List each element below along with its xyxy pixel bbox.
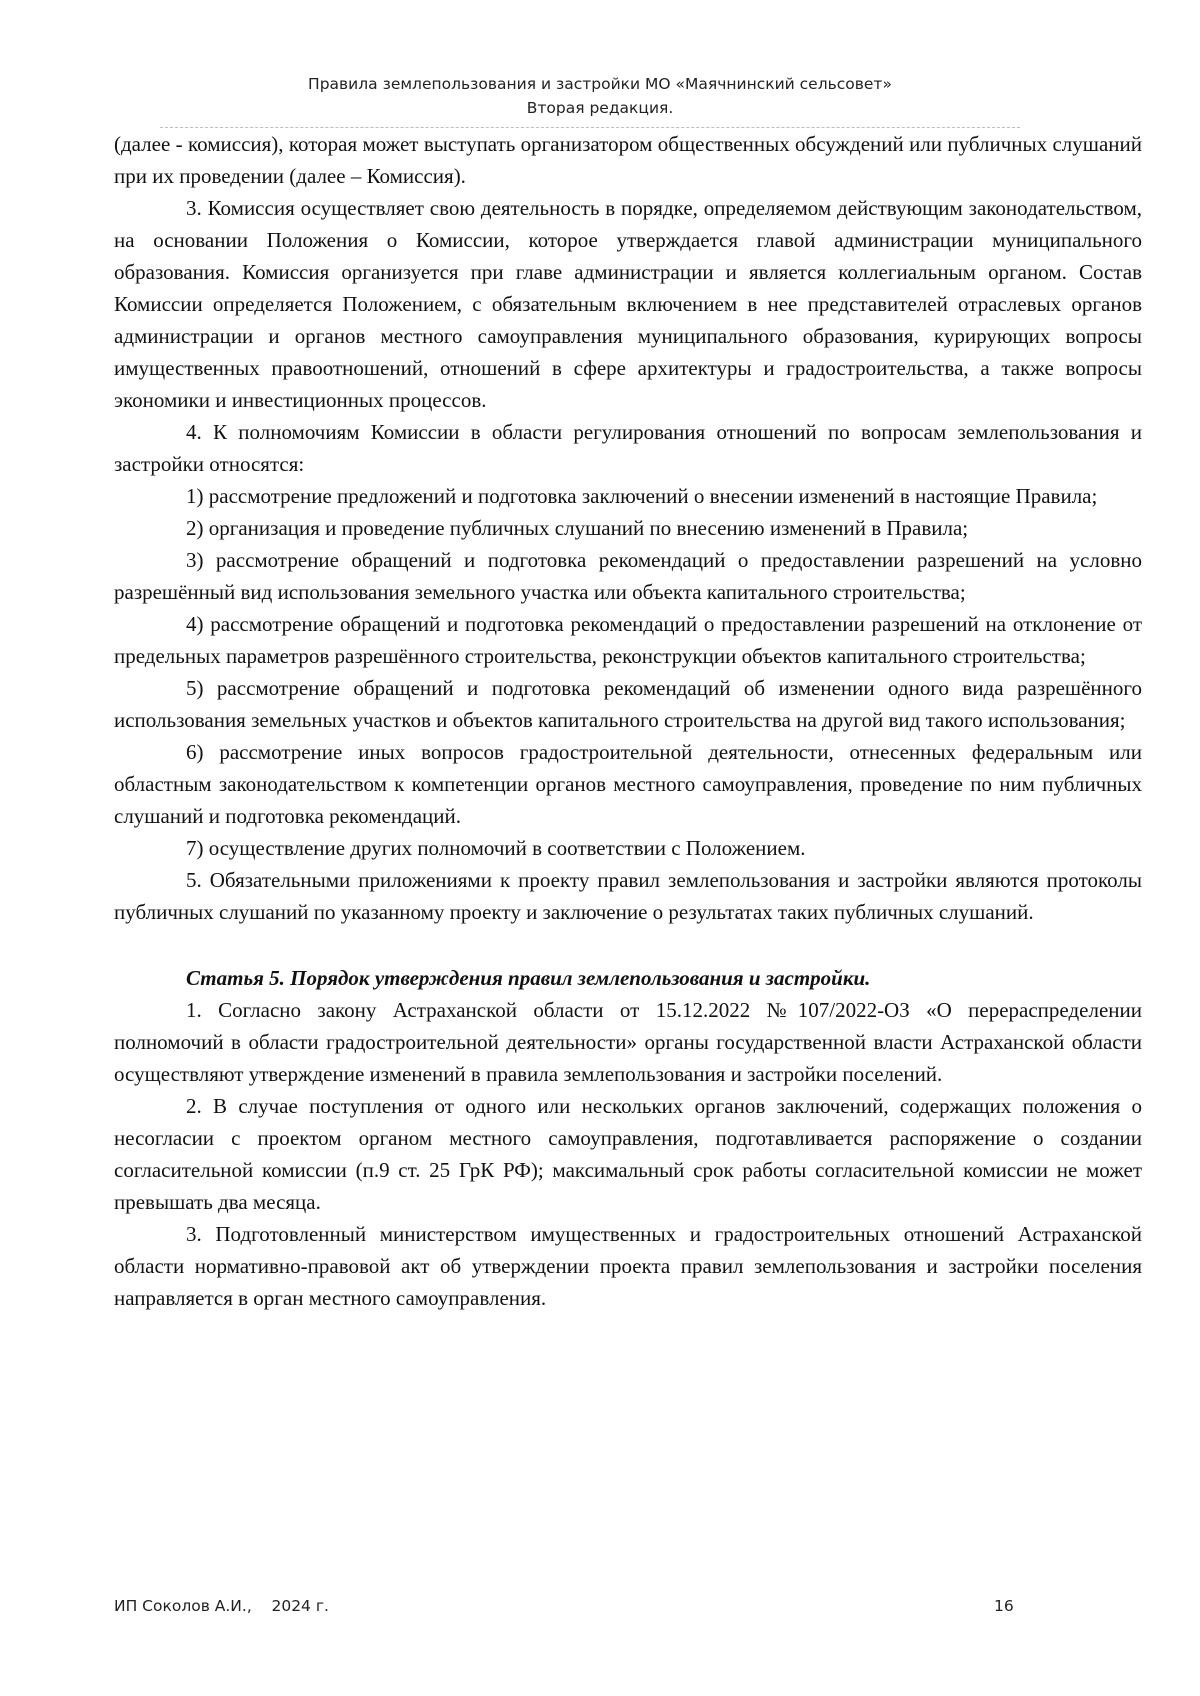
list-item-4: 4) рассмотрение обращений и подготовка рекомендаций о предоставлении разрешений на отклонение от предельных параметров разрешённого строительства, реконструкции объектов капитального строительства; (114, 612, 1142, 668)
paragraph-5-mandatory-annexes: 5. Обязательными приложениями к проекту правил землепользования и застройки являются протоколы публичных слушаний по указанному проекту и заключение о результатах таких публичных слушаний. (114, 868, 1142, 924)
list-item-7: 7) осуществление других полномочий в соответствии с Положением. (186, 836, 806, 860)
article-5-heading: Статья 5. Порядок утверждения правил землепользования и застройки. (186, 966, 871, 990)
article-5-paragraph-1: 1. Согласно закону Астраханской области от 15.12.2022 №107/2022-ОЗ «О перераспределении полномочий в области градостроительной деятельности» органы государственной власти Астраханской области осуществляют утверждение изменений в правила землепользования и застройки поселений. (114, 998, 1142, 1086)
footer-author: ИП Соколов А.И., 2024 г. (114, 1597, 329, 1615)
list-item-1: 1) рассмотрение предложений и подготовка заключений о внесении изменений в настоящие Правила; (186, 484, 1098, 508)
list-item-5: 5) рассмотрение обращений и подготовка рекомендаций об изменении одного вида разрешённого использования земельных участков и объектов капитального строительства на другой вид такого использования; (114, 676, 1142, 732)
paragraph-4-commission-powers: 4. К полномочиям Комиссии в области регулирования отношений по вопросам землепользования и застройки относятся: (114, 420, 1142, 476)
page-number: 16 (994, 1597, 1014, 1615)
header-edition: Вторая редакция. (526, 99, 674, 117)
article-5-paragraph-2: 2. В случае поступления от одного или нескольких органов заключений, содержащих положения о несогласии с проектом органом местного самоуправления, подготавливается распоряжение о создании согласительной комиссии (п.9 ст. 25 ГрК РФ); максимальный срок работы согласительной комиссии не может превышать два месяца. (114, 1094, 1142, 1214)
header-title: Правила землепользования и застройки МО «Маячнинский сельсовет» (308, 75, 892, 93)
list-item-6: 6) рассмотрение иных вопросов градостроительной деятельности, отнесенных федеральным или областным законодательством к компетенции органов местного самоуправления, проведение по ним публичных слушаний и подготовка рекомендаций. (114, 740, 1142, 828)
paragraph-3-commission-activity: 3. Комиссия осуществляет свою деятельность в порядке, определяемом действующим законодательством, на основании Положения о Комиссии, которое утверждается главой администрации муниципального образования. Комиссия организуется при главе администрации и является коллегиальным органом. Состав Комиссии определяется Положением, с обязательным включением в нее представителей отраслевых органов администрации и органов местного самоуправления муниципального образования, курирующих вопросы имущественных правоотношений, отношений в сфере архитектуры и градостроительства, а также вопросы экономики и инвестиционных процессов. (114, 196, 1142, 412)
list-item-2: 2) организация и проведение публичных слушаний по внесению изменений в Правила; (186, 516, 969, 540)
list-item-3: 3) рассмотрение обращений и подготовка рекомендаций о предоставлении разрешений на условно разрешённый вид использования земельного участка или объекта капитального строительства; (114, 548, 1142, 604)
document-body (114, 128, 1142, 1314)
paragraph-commission-continuation: (далее - комиссия), которая может выступать организатором общественных обсуждений или публичных слушаний при их проведении (далее – Комиссия). (114, 132, 1142, 188)
article-5-paragraph-3: 3. Подготовленный министерством имущественных и градостроительных отношений Астраханской области нормативно-правовой акт об утверждении проекта правил землепользования и застройки поселения направляется в орган местного самоуправления. (114, 1222, 1142, 1310)
page-header (0, 72, 1200, 120)
